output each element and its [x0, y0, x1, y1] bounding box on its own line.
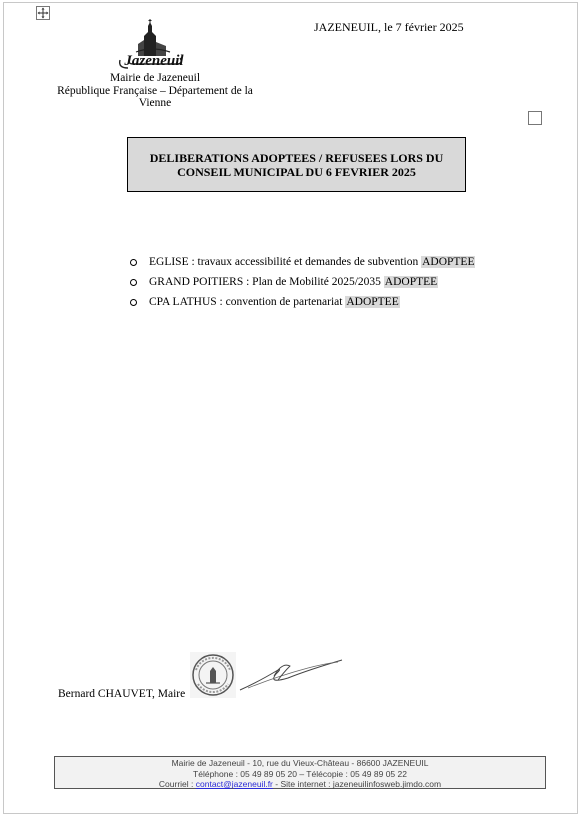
status-badge: ADOPTEE — [422, 256, 475, 268]
deliberation-list — [128, 252, 475, 312]
deliberation-text: GRAND POITIERS : Plan de Mobilité 2025/2035 — [149, 276, 381, 288]
republique-line: République Française – Département de la — [57, 84, 253, 97]
status-badge: ADOPTEE — [346, 296, 399, 308]
hollow-circle-bullet-icon — [130, 299, 137, 306]
move-handle-icon[interactable] — [36, 6, 50, 20]
mairie-name: Mairie de Jazeneuil — [109, 72, 201, 84]
mairie-seal-stamp — [190, 652, 236, 698]
date-line: JAZENEUIL, le 7 février 2025 — [314, 20, 464, 34]
title-line-2: CONSEIL MUNICIPAL DU 6 FEVRIER 2025 — [177, 164, 416, 179]
hollow-circle-bullet-icon — [130, 279, 137, 286]
list-item — [128, 292, 475, 312]
checkbox-icon[interactable] — [528, 111, 542, 125]
footer-address: Mairie de Jazeneuil - 10, rue du Vieux-Château - 86600 JAZENEUIL — [171, 758, 429, 768]
footer-contact-line — [55, 779, 545, 790]
jazeneuil-logo — [116, 18, 192, 72]
title-box — [127, 137, 466, 192]
signature-name: Bernard CHAUVET, Maire — [58, 688, 186, 700]
title-line-1: DELIBERATIONS ADOPTEES / REFUSEES LORS DU — [149, 150, 444, 165]
footer-site: - Site internet : jazeneuilinfosweb.jimdo.com — [275, 779, 442, 789]
departement-line: Vienne — [138, 97, 172, 109]
deliberation-text: EGLISE : travaux accessibilité et demandes de subvention — [149, 256, 419, 268]
email-link[interactable]: contact@jazeneuil.fr — [195, 779, 273, 789]
footer-phones: Téléphone : 05 49 89 05 20 – Télécopie : 05 49 89 05 22 — [193, 768, 407, 779]
deliberation-text: CPA LATHUS : convention de partenariat — [149, 296, 343, 308]
hollow-circle-bullet-icon — [130, 259, 137, 266]
list-item — [128, 252, 475, 272]
footer-courriel-label: Courriel : — [158, 779, 194, 789]
svg-text:Jazeneuil: Jazeneuil — [124, 53, 184, 69]
handwritten-signature — [238, 656, 348, 696]
status-badge: ADOPTEE — [384, 276, 438, 288]
mairie-header — [50, 72, 260, 110]
list-item — [128, 272, 475, 292]
footer-contact-box — [54, 756, 546, 789]
